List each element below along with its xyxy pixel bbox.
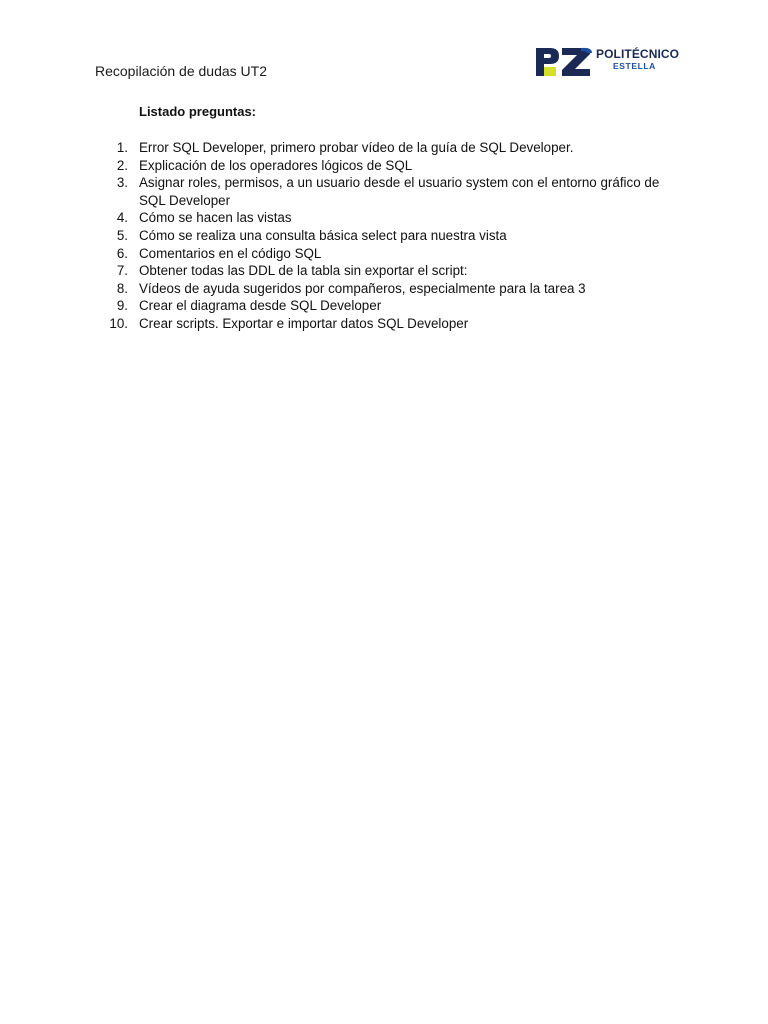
questions-list: [108, 139, 688, 333]
list-item-number: 7.: [116, 263, 128, 279]
list-item: [108, 139, 688, 157]
list-item-text: Cómo se hacen las vistas: [139, 210, 292, 226]
logo-name-text: POLITÉCNICO: [596, 47, 680, 61]
list-item: [108, 245, 688, 263]
list-item: [108, 227, 688, 245]
list-item-text: Explicación de los operadores lógicos de SQL: [139, 157, 413, 173]
document-header-title: Recopilación de dudas UT2: [95, 63, 267, 79]
list-item-text: Obtener todas las DDL de la tabla sin exportar el script:: [139, 263, 468, 279]
list-item: [108, 280, 688, 298]
questions-heading: Listado preguntas:: [139, 104, 257, 119]
list-item-text: Cómo se realiza una consulta básica select para nuestra vista: [139, 227, 507, 243]
list-item: [108, 157, 688, 175]
list-item-number: 4.: [116, 210, 128, 226]
politecnico-estella-logo: [535, 45, 680, 77]
list-item: [108, 262, 688, 280]
list-item-number: 3.: [116, 175, 128, 191]
list-item: [108, 315, 688, 333]
list-item: [108, 209, 688, 227]
list-item-number: 10.: [109, 315, 128, 331]
logo-emblem-icon: [535, 45, 593, 77]
list-item-number: 6.: [116, 245, 128, 261]
list-item-number: 9.: [116, 298, 128, 314]
list-item: [108, 297, 688, 315]
list-item-text: Error SQL Developer, primero probar vídeo de la guía de SQL Developer.: [139, 140, 574, 155]
list-item-text: Crear scripts. Exportar e importar datos SQL Developer: [139, 315, 469, 331]
list-item-text: Comentarios en el código SQL: [139, 245, 322, 261]
list-item-number: 1.: [116, 140, 128, 155]
list-item-text: Crear el diagrama desde SQL Developer: [139, 298, 382, 314]
list-item-number: 5.: [116, 227, 128, 243]
list-item-text: Asignar roles, permisos, a un usuario desde el usuario system con el entorno gráfico de SQL Developer: [139, 175, 660, 208]
list-item-text: Vídeos de ayuda sugeridos por compañeros, especialmente para la tarea 3: [139, 280, 586, 296]
list-item-number: 8.: [116, 280, 128, 296]
list-item-number: 2.: [116, 157, 128, 173]
logo-subtitle-text: ESTELLA: [613, 61, 656, 71]
list-item: [108, 174, 688, 209]
